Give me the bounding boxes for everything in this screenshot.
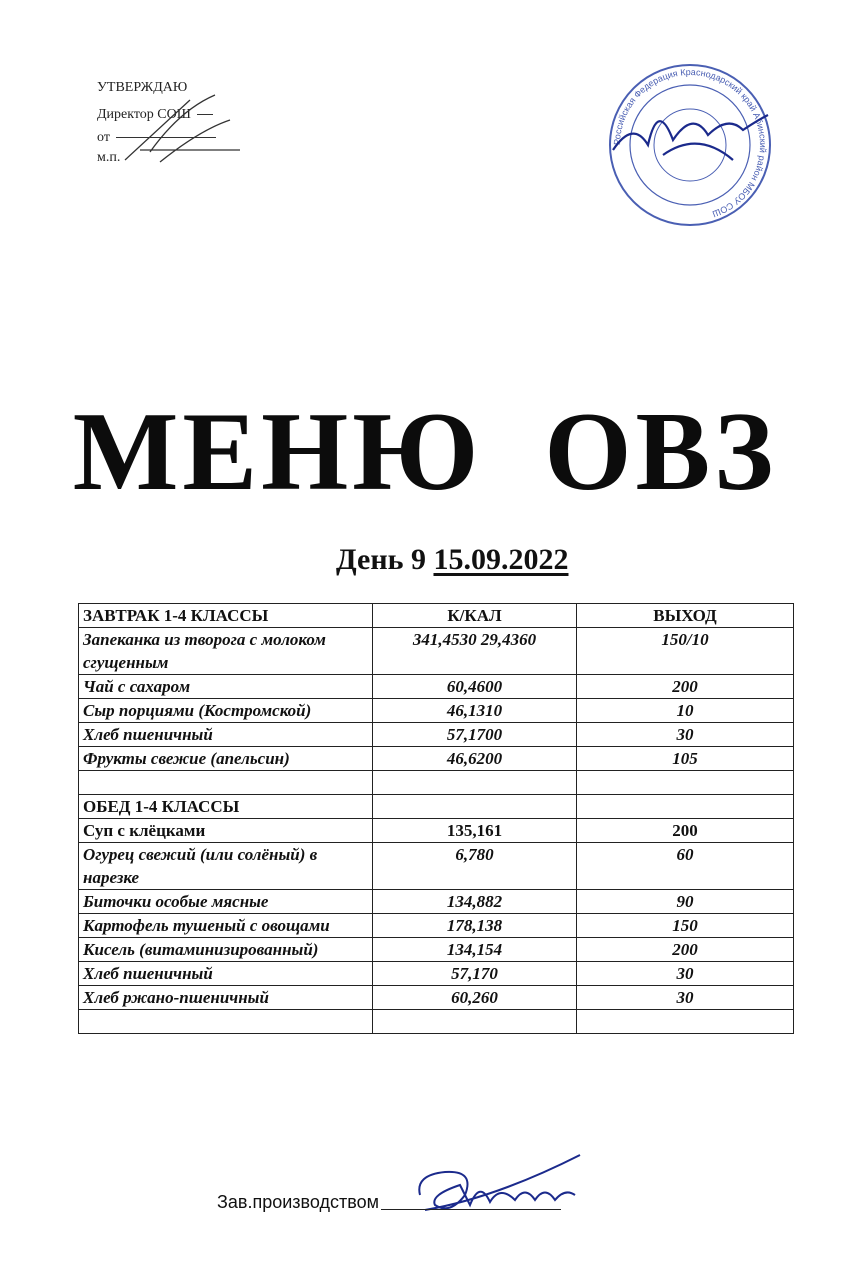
footer-signature-line — [217, 1192, 561, 1213]
approval-seal-place: м.п. — [97, 150, 121, 165]
blank-row — [79, 771, 794, 795]
dish-name-cell: Сыр порциями (Костромской) — [79, 699, 373, 723]
day-label: День 9 — [336, 543, 426, 576]
dish-name-cell: Запеканка из творога с молоком сгущенным — [79, 628, 373, 675]
kcal-cell: 57,170 — [373, 962, 577, 986]
output-cell: 30 — [577, 723, 794, 747]
kcal-cell: 341,4530 29,4360 — [373, 628, 577, 675]
table-row — [79, 914, 794, 938]
dish-name-cell: Биточки особые мясные — [79, 890, 373, 914]
table-row — [79, 723, 794, 747]
section-row — [79, 795, 794, 819]
footer-label: Зав.производством — [217, 1192, 379, 1212]
kcal-cell: 60,260 — [373, 986, 577, 1010]
official-stamp — [603, 60, 778, 230]
manager-signature — [405, 1150, 595, 1230]
kcal-cell — [373, 1010, 577, 1034]
kcal-cell: 46,1310 — [373, 699, 577, 723]
table-row — [79, 747, 794, 771]
output-cell: 30 — [577, 962, 794, 986]
kcal-cell: 60,4600 — [373, 675, 577, 699]
table-row — [79, 843, 794, 890]
table-row — [79, 890, 794, 914]
kcal-cell: 57,1700 — [373, 723, 577, 747]
dish-name-cell — [79, 771, 373, 795]
kcal-cell: 6,780 — [373, 843, 577, 890]
output-cell: 10 — [577, 699, 794, 723]
page-title: МЕНЮ ОВЗ — [72, 390, 778, 514]
kcal-cell: 134,882 — [373, 890, 577, 914]
kcal-cell: 46,6200 — [373, 747, 577, 771]
kcal-cell: К/КАЛ — [373, 604, 577, 628]
dish-name-cell: Кисель (витаминизированный) — [79, 938, 373, 962]
stamp-ring-text: Российская Федерация Краснодарский край Абинский район МБОУ СОШ — [611, 66, 769, 220]
output-cell: 150/10 — [577, 628, 794, 675]
section-row — [79, 604, 794, 628]
approval-director: Директор СОШ — [97, 107, 191, 122]
dish-name-cell: ЗАВТРАК 1-4 КЛАССЫ — [79, 604, 373, 628]
output-cell: 200 — [577, 675, 794, 699]
table-row — [79, 675, 794, 699]
output-cell: 150 — [577, 914, 794, 938]
table-row — [79, 938, 794, 962]
dish-name-cell: Суп с клёцками — [79, 819, 373, 843]
day-date: 15.09.2022 — [433, 543, 569, 576]
dish-name-cell: Хлеб пшеничный — [79, 962, 373, 986]
day-line — [336, 543, 568, 577]
dish-name-cell: Фрукты свежие (апельсин) — [79, 747, 373, 771]
output-cell: 90 — [577, 890, 794, 914]
output-cell: 30 — [577, 986, 794, 1010]
menu-table — [78, 603, 794, 1034]
output-cell: 105 — [577, 747, 794, 771]
dish-name-cell: Хлеб ржано-пшеничный — [79, 986, 373, 1010]
output-cell — [577, 771, 794, 795]
kcal-cell: 178,138 — [373, 914, 577, 938]
dish-name-cell: Чай с сахаром — [79, 675, 373, 699]
output-cell — [577, 1010, 794, 1034]
output-cell: 200 — [577, 819, 794, 843]
table-row — [79, 628, 794, 675]
output-cell: 200 — [577, 938, 794, 962]
table-row — [79, 819, 794, 843]
table-row — [79, 986, 794, 1010]
table-row — [79, 962, 794, 986]
dish-name-cell: Хлеб пшеничный — [79, 723, 373, 747]
dish-name-cell: Картофель тушеный с овощами — [79, 914, 373, 938]
output-cell — [577, 795, 794, 819]
director-signature — [120, 90, 250, 170]
output-cell: 60 — [577, 843, 794, 890]
approval-heading: УТВЕРЖДАЮ — [97, 80, 188, 95]
dish-name-cell: ОБЕД 1-4 КЛАССЫ — [79, 795, 373, 819]
dish-name-cell: Огурец свежий (или солёный) в нарезке — [79, 843, 373, 890]
output-cell: ВЫХОД — [577, 604, 794, 628]
table-row — [79, 699, 794, 723]
kcal-cell — [373, 795, 577, 819]
approval-from: от — [97, 130, 110, 145]
dish-name-cell — [79, 1010, 373, 1034]
blank-row — [79, 1010, 794, 1034]
kcal-cell: 134,154 — [373, 938, 577, 962]
kcal-cell — [373, 771, 577, 795]
kcal-cell: 135,161 — [373, 819, 577, 843]
